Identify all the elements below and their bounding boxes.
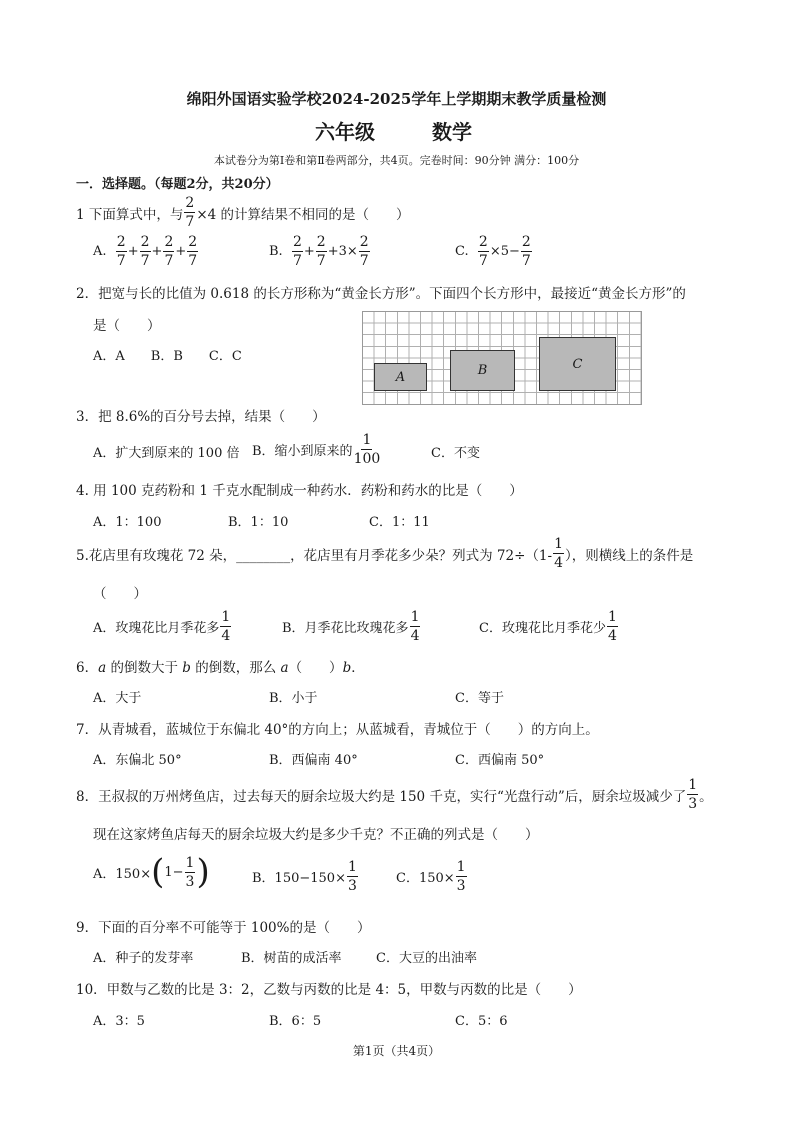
q1-c-label: C.	[455, 244, 469, 259]
frac-den: 7	[140, 253, 150, 269]
right-paren: )	[196, 852, 210, 892]
q7-option-c: C．西偏南 50°	[455, 753, 545, 768]
frac-num: 1	[362, 432, 372, 448]
times-minus-sign: ×5−	[489, 244, 520, 259]
q8-b-fraction	[347, 860, 358, 893]
question-3: 3．把 8.6%的百分号去掉，结果（ ）	[76, 409, 326, 425]
q1-option-b	[269, 235, 371, 268]
q8-text: 8．王叔叔的万州烤鱼店，过去每天的厨余垃圾大约是 150 千克，实行“光盘行动”后，厨余垃圾减少了	[76, 788, 687, 805]
q5-text-post: ），则横线上的条件是	[565, 547, 694, 564]
q10-option-b: B．6：5	[269, 1014, 322, 1029]
q1-b-frac-2	[316, 235, 327, 268]
q3-option-a: A．扩大到原来的 100 倍	[93, 446, 240, 461]
question-8-line-1	[76, 778, 713, 811]
left-paren: (	[151, 852, 165, 892]
q6-option-b: B．小于	[269, 691, 318, 706]
q1-frac-den: 7	[185, 214, 195, 230]
q6-var-a-2: a	[280, 660, 289, 676]
q6-var-a: a	[98, 660, 107, 676]
q9-option-a: A．种子的发芽率	[93, 951, 194, 966]
question-5	[76, 537, 693, 570]
question-9: 9．下面的百分率不可能等于 100%的是（ ）	[76, 920, 371, 936]
frac-den: 100	[353, 451, 381, 467]
q7-option-a: A．东偏北 50°	[93, 753, 182, 768]
q1-c-frac-2	[521, 235, 532, 268]
q1-option-c	[455, 235, 533, 268]
frac-den: 7	[521, 253, 531, 269]
q3-option-c: C．不变	[431, 446, 480, 461]
frac-num: 1	[347, 859, 357, 875]
q5-b-text: B．月季花比玫瑰花多	[282, 621, 409, 636]
q8-end: 。	[699, 788, 713, 805]
q6-var-b-2: b	[342, 660, 352, 676]
q1-a-label: A.	[93, 244, 107, 259]
q3-option-b	[252, 433, 381, 466]
q8-option-a	[93, 852, 210, 892]
frac-num: 1	[456, 859, 466, 875]
frac-num: 1	[688, 777, 698, 793]
q1-text-pre: 1 下面算式中，与	[76, 206, 184, 223]
frac-den: 7	[316, 253, 326, 269]
question-1	[76, 196, 410, 229]
frac-num: 1	[221, 609, 231, 625]
grid-figure	[362, 311, 642, 405]
frac-den: 4	[607, 628, 617, 644]
question-10: 10．甲数与乙数的比是 3：2，乙数与丙数的比是 4：5，甲数与丙数的比是（ ）	[76, 982, 582, 998]
frac-den: 3	[185, 873, 195, 890]
frac-num: 1	[410, 609, 420, 625]
frac-num: 2	[292, 234, 302, 250]
question-8-line-2: 现在这家烤鱼店每天的厨余垃圾大约是多少千克？不正确的列式是（ ）	[93, 827, 539, 843]
frac-den: 4	[221, 628, 231, 644]
q5-c-fraction	[607, 610, 618, 643]
frac-den: 7	[116, 253, 126, 269]
rectangle-b: B	[450, 350, 515, 391]
q3-b-fraction	[354, 433, 381, 466]
question-7: 7．从青城看，蓝城位于东偏北 40°的方向上；从蓝城看，青城位于（ ）的方向上。	[76, 722, 599, 738]
q8-a-one-minus: 1−	[164, 864, 184, 880]
q1-b-label: B.	[269, 244, 283, 259]
q8-c-pre: C．150×	[396, 871, 455, 886]
plus-sign: +	[151, 244, 163, 259]
q5-answer-paren: （ ）	[93, 586, 147, 602]
question-2-line-2: 是（ ）	[93, 318, 161, 334]
grade-label: 六年级	[315, 120, 375, 144]
q1-a-frac-3	[163, 235, 174, 268]
frac-num: 1	[607, 609, 617, 625]
frac-num: 2	[188, 234, 198, 250]
frac-num: 2	[164, 234, 174, 250]
frac-num: 1	[554, 536, 563, 552]
times-sign: +3×	[327, 244, 358, 259]
exam-note: 本试卷分为第Ⅰ卷和第Ⅱ卷两部分，共4页。完卷时间：90分钟 满分：100分	[213, 154, 580, 167]
question-6	[76, 656, 365, 676]
q5-text-pre: 5.花店里有玫瑰花 72 朵，________，花店里有月季花多少朵？列式为 72÷（1-	[76, 547, 553, 564]
q6-var-b: b	[182, 660, 191, 676]
q5-option-c	[479, 610, 619, 643]
q1-text-post: ×4 的计算结果不相同的是（ ）	[196, 206, 410, 223]
frac-num: 2	[140, 234, 150, 250]
frac-den: 7	[292, 253, 302, 269]
q4-option-b: B．1：10	[228, 515, 289, 530]
q4-option-c: C．1：11	[369, 515, 430, 530]
plus-sign: +	[127, 244, 139, 259]
plus-sign: +	[303, 244, 315, 259]
rectangle-c: C	[539, 337, 616, 391]
q7-option-b: B．西偏南 40°	[269, 753, 358, 768]
q5-fraction	[553, 537, 564, 570]
plus-sign: +	[175, 244, 187, 259]
rectangle-a: A	[374, 363, 427, 391]
q1-frac-num: 2	[185, 195, 195, 211]
q6-paren: （ ）	[288, 660, 343, 676]
q8-option-b	[252, 860, 359, 893]
q1-a-frac-2	[140, 235, 151, 268]
frac-den: 3	[688, 796, 698, 812]
q1-option-a	[93, 235, 199, 268]
frac-den: 4	[410, 628, 420, 644]
q6-number: 6．	[76, 660, 99, 676]
q9-option-b: B．树苗的成活率	[241, 951, 342, 966]
q5-a-fraction	[220, 610, 231, 643]
q6-option-c: C．等于	[455, 691, 504, 706]
exam-title: 绵阳外国语实验学校2024-2025学年上学期期末教学质量检测	[186, 90, 607, 108]
q10-option-a: A．3：5	[93, 1014, 145, 1029]
frac-den: 4	[554, 555, 563, 571]
q5-b-fraction	[410, 610, 421, 643]
q6-mid-2: 的倒数，那么	[190, 660, 281, 676]
q1-a-frac-1	[116, 235, 127, 268]
q1-b-frac-1	[292, 235, 303, 268]
page-footer: 第1页（共4页）	[352, 1044, 441, 1058]
q10-option-c: C．5：6	[455, 1014, 508, 1029]
frac-den: 7	[188, 253, 198, 269]
q5-c-text: C．玫瑰花比月季花少	[479, 621, 606, 636]
frac-den: 7	[164, 253, 174, 269]
q4-option-a: A．1：100	[93, 515, 162, 530]
q9-option-c: C．大豆的出油率	[376, 951, 477, 966]
frac-den: 7	[359, 253, 369, 269]
q5-a-text: A．玫瑰花比月季花多	[93, 621, 220, 636]
q8-a-pre: A．150×	[93, 866, 152, 882]
q5-option-a	[93, 610, 232, 643]
q1-fraction	[184, 196, 195, 229]
section-title: 一．选择题。（每题2分，共20分）	[76, 177, 279, 192]
frac-num: 2	[478, 234, 488, 250]
q5-option-b	[282, 610, 421, 643]
q2-options: A．A B．B C．C	[93, 349, 242, 364]
question-2-line-1: 2．把宽与长的比值为 0.618 的长方形称为“黄金长方形”。下面四个长方形中，最接近“黄金长方形”的	[76, 286, 686, 302]
q8-a-fraction	[185, 856, 196, 889]
subject-label: 数学	[432, 120, 472, 144]
frac-num: 1	[185, 854, 195, 871]
frac-num: 2	[316, 234, 326, 250]
q8-b-pre: B．150−150×	[252, 871, 346, 886]
q6-mid-1: 的倒数大于	[106, 660, 183, 676]
q6-option-a: A．大于	[93, 691, 142, 706]
frac-num: 2	[521, 234, 531, 250]
q3-b-text: B．缩小到原来的	[252, 444, 353, 459]
q8-fraction	[687, 778, 698, 811]
frac-den: 3	[347, 878, 357, 894]
question-4: 4. 用 100 克药粉和 1 千克水配制成一种药水．药粉和药水的比是（ ）	[76, 483, 523, 499]
frac-den: 7	[478, 253, 488, 269]
frac-den: 3	[456, 878, 466, 894]
frac-num: 2	[359, 234, 369, 250]
q1-a-frac-4	[187, 235, 198, 268]
q1-b-frac-3	[359, 235, 370, 268]
q6-end: ．	[351, 660, 365, 676]
q1-c-frac-1	[478, 235, 489, 268]
q8-option-c	[396, 860, 468, 893]
frac-num: 2	[116, 234, 126, 250]
q8-c-fraction	[456, 860, 467, 893]
